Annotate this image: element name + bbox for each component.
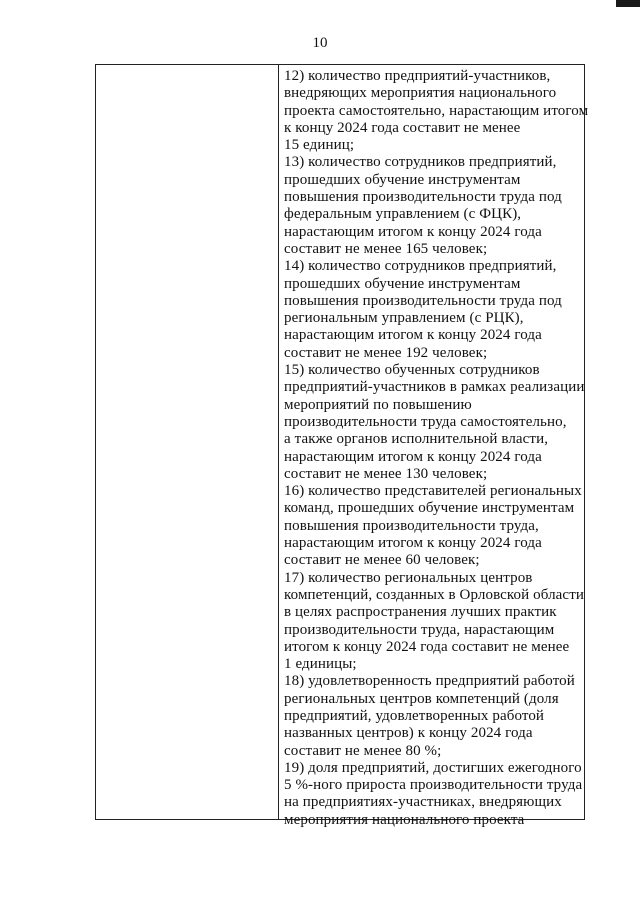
text-line: 15 единиц; xyxy=(284,137,355,154)
text-line: федеральным управлением (с ФЦК), xyxy=(284,206,522,223)
text-line: предприятий-участников в рамках реализации xyxy=(284,379,585,396)
text-line: в целях распространения лучших практик xyxy=(284,604,557,621)
text-line: компетенций, созданных в Орловской области xyxy=(284,586,584,603)
text-line: внедряющих мероприятия национального xyxy=(284,85,557,102)
text-line: составит не менее 60 человек; xyxy=(284,552,480,569)
text-line: составит не менее 192 человек; xyxy=(284,344,488,361)
text-line: производительности труда самостоятельно, xyxy=(284,413,567,430)
text-line: производительности труда, нарастающим xyxy=(284,621,555,638)
text-line: прошедших обучение инструментам xyxy=(284,171,521,188)
text-line: региональных центров компетенций (доля xyxy=(284,690,559,707)
text-line: а также органов исполнительной власти, xyxy=(284,431,549,448)
text-line: составит не менее 130 человек; xyxy=(284,465,488,482)
document-table xyxy=(95,64,589,828)
text-line: составит не менее 165 человек; xyxy=(284,240,488,257)
text-line: команд, прошедших обучение инструментам xyxy=(284,500,575,517)
scan-corner-mark xyxy=(616,0,640,7)
text-line: 1 единицы; xyxy=(284,656,357,673)
text-line: повышения производительности труда под xyxy=(284,292,562,309)
text-line: 16) количество представителей региональных xyxy=(284,483,582,500)
text-line: на предприятиях-участниках, внедряющих xyxy=(284,794,562,811)
text-line: 15) количество обученных сотрудников xyxy=(284,362,540,379)
text-line: 14) количество сотрудников предприятий, xyxy=(284,258,557,275)
text-line: прошедших обучение инструментам xyxy=(284,275,521,292)
text-line: 12) количество предприятий-участников, xyxy=(284,68,551,84)
text-line: 13) количество сотрудников предприятий, xyxy=(284,154,557,171)
text-line: предприятий, удовлетворенных работой xyxy=(284,707,545,724)
text-line: к концу 2024 года составит не менее xyxy=(284,119,521,136)
text-line: нарастающим итогом к концу 2024 года xyxy=(284,535,542,552)
text-line: мероприятия национального проекта xyxy=(284,811,525,828)
text-line: региональным управлением (с РЦК), xyxy=(284,310,524,327)
table-right-cell xyxy=(279,65,589,828)
text-line: итогом к концу 2024 года составит не менее xyxy=(284,638,570,655)
text-line: 5 %-ного прироста производительности труда xyxy=(284,777,583,794)
text-line: 17) количество региональных центров xyxy=(284,569,533,586)
text-line: 19) доля предприятий, достигших ежегодного xyxy=(284,759,582,776)
page-number: 10 xyxy=(312,35,328,51)
table-left-cell xyxy=(96,65,279,819)
text-line: мероприятий по повышению xyxy=(284,396,472,413)
text-line: 18) удовлетворенность предприятий работой xyxy=(284,673,575,690)
text-line: нарастающим итогом к концу 2024 года xyxy=(284,448,542,465)
text-line: нарастающим итогом к концу 2024 года xyxy=(284,327,542,344)
text-line: нарастающим итогом к концу 2024 года xyxy=(284,223,542,240)
text-line: повышения производительности труда под xyxy=(284,189,562,206)
text-line: составит не менее 80 %; xyxy=(284,742,442,759)
text-line: проекта самостоятельно, нарастающим итогом xyxy=(284,102,589,119)
text-line: повышения производительности труда, xyxy=(284,517,539,534)
text-line: названных центров) к концу 2024 года xyxy=(284,725,533,742)
